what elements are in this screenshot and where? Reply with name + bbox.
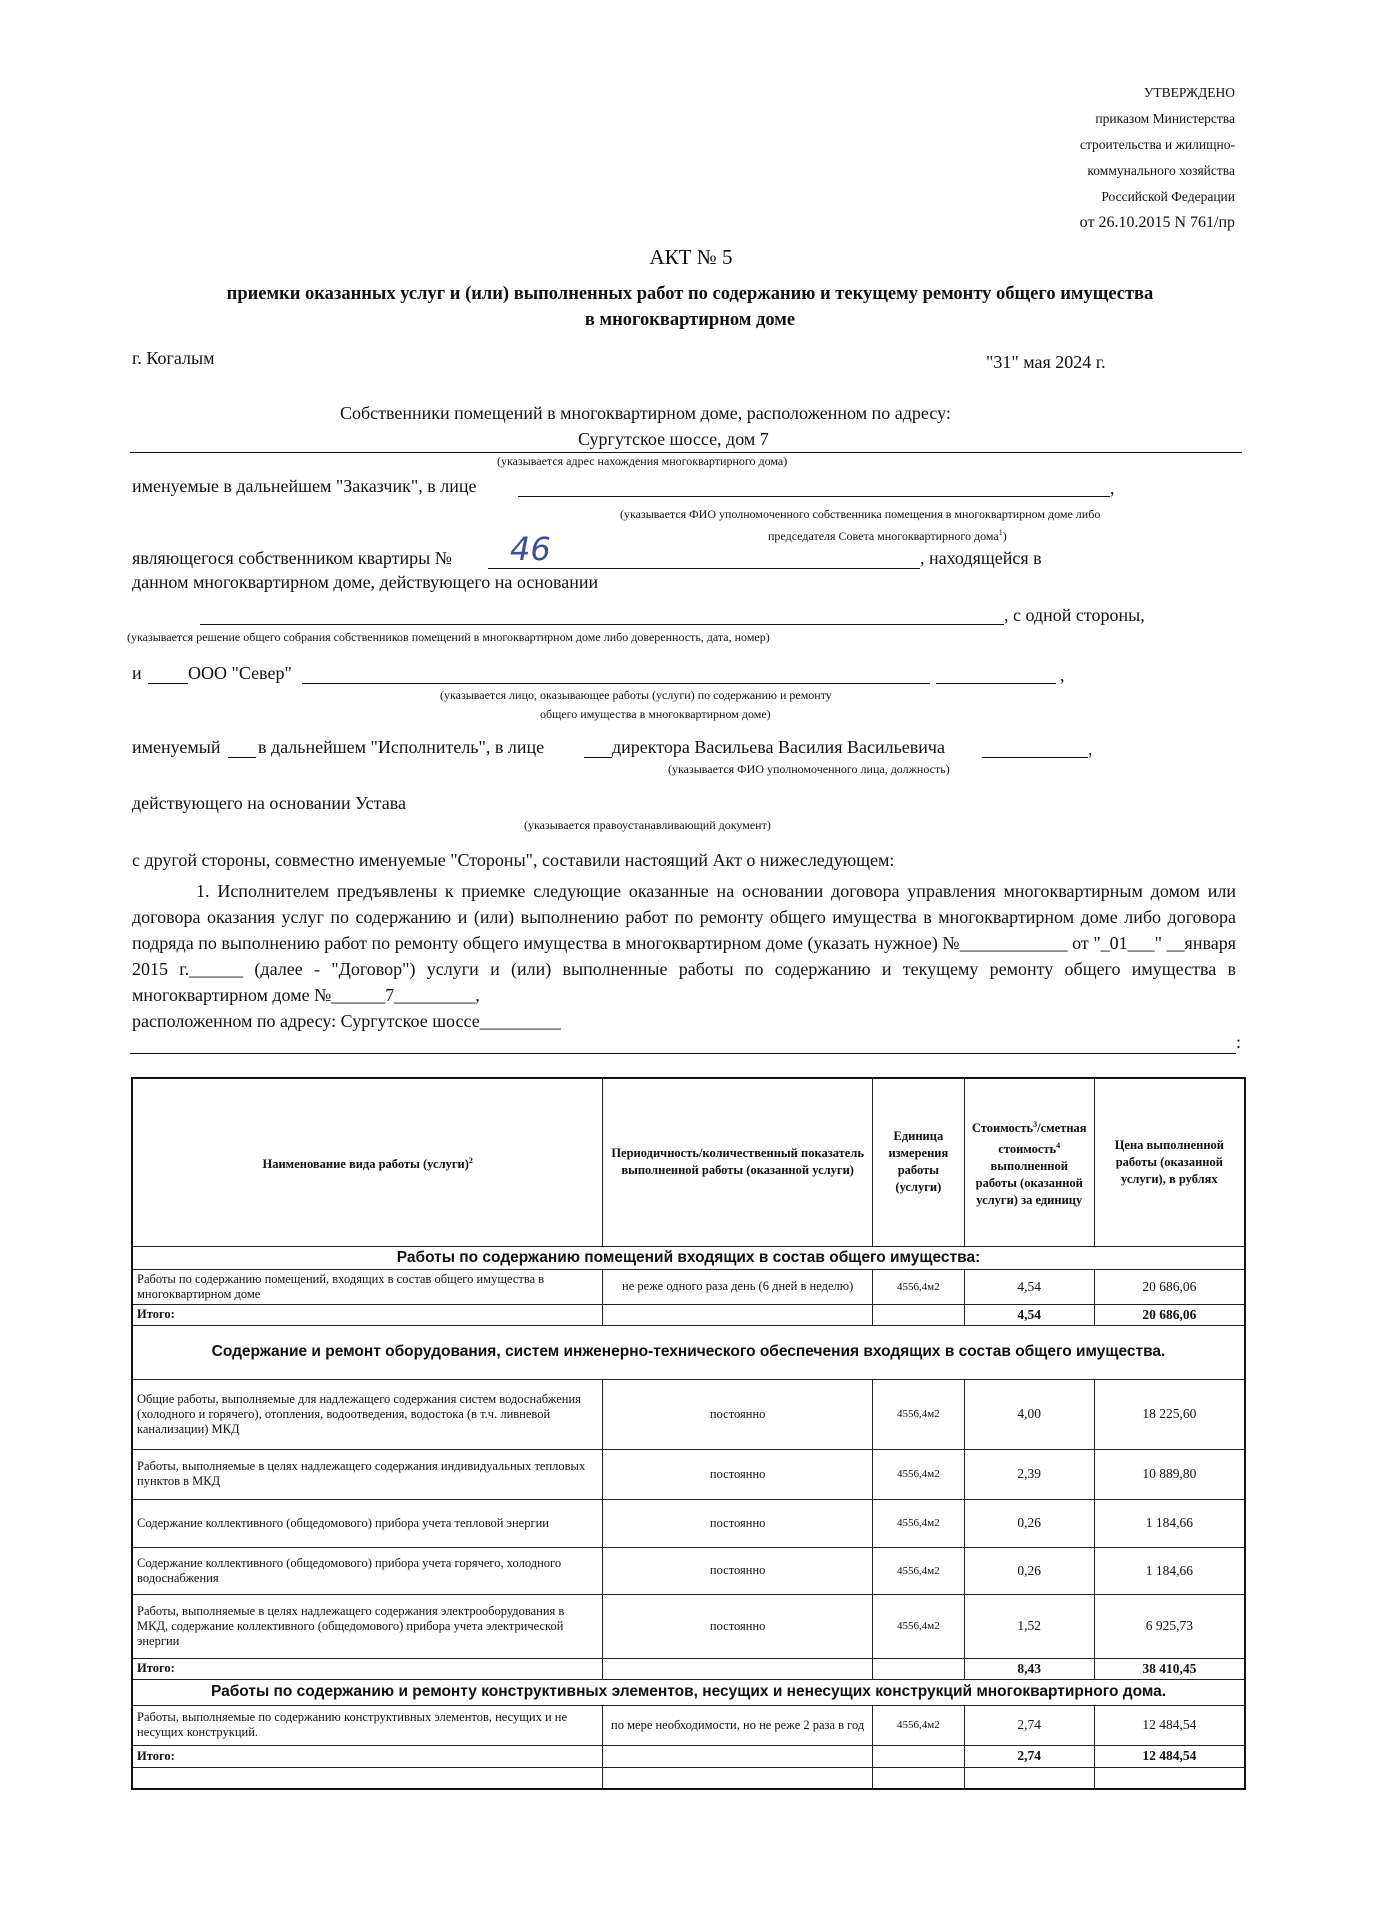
table-row: Содержание коллективного (общедомового) прибора учета горячего, холодного водоснабжения постоянно 4556,4м2 0,26 1 184,66 bbox=[132, 1547, 1245, 1594]
customer-note: председателя Совета многоквартирного дома$^1$) bbox=[768, 528, 1007, 543]
basis-underline bbox=[200, 624, 1004, 625]
approval-stamp bbox=[1080, 80, 1235, 236]
approval-line: коммунального хозяйства bbox=[1087, 163, 1235, 178]
header-unit-cost: Стоимость$^3$/сметная стоимость$^4$ выполненной работы (оказанной услуги) за единицу bbox=[964, 1078, 1094, 1246]
approval-title: УТВЕРЖДЕНО bbox=[1143, 85, 1235, 100]
address-note: (указывается адрес нахождения многоквартирного дома) bbox=[497, 454, 788, 468]
section-header: Работы по содержанию и ремонту конструктивных элементов, несущих и ненесущих конструкций многоквартирного дома. bbox=[132, 1679, 1245, 1705]
total-row: Итого: 8,43 38 410,45 bbox=[132, 1658, 1245, 1679]
contractor-underline bbox=[302, 683, 930, 684]
apartment-prefix: являющегося собственником квартиры № bbox=[132, 548, 452, 568]
owners-line: Собственники помещений в многоквартирном доме, расположенном по адресу: bbox=[340, 403, 951, 423]
acting-basis: действующего на основании Устава bbox=[132, 793, 406, 813]
parties-line: с другой стороны, совместно именуемые "Стороны", составили настоящий Акт о нижеследующем: bbox=[132, 850, 895, 870]
executor-prefix: именуемый bbox=[132, 737, 221, 757]
header-periodicity: Периодичность/количественный показатель выполненной работы (оказанной услуги) bbox=[603, 1078, 872, 1246]
approval-line: строительства и жилищно- bbox=[1080, 137, 1235, 152]
table-row: Работы, выполняемые по содержанию конструктивных элементов, несущих и не несущих конструкций. по мере необходимости, но не реже 2 раза в год 4556,4м2 2,74 12 484,54 bbox=[132, 1705, 1245, 1745]
document-title: АКТ № 5 bbox=[649, 245, 733, 269]
subtitle-line-2: в многоквартирном доме bbox=[584, 310, 796, 330]
and-prefix: и bbox=[132, 663, 142, 683]
table-row: Работы, выполняемые в целях надлежащего содержания электрооборудования в МКД, содержание коллективного (общедомового) прибора учета электрической энергии постоянно 4556,4м2 1,52 6 925,73 bbox=[132, 1594, 1245, 1658]
acting-note: (указывается правоустанавливающий документ) bbox=[524, 818, 771, 832]
clause-underline bbox=[130, 1053, 1236, 1054]
contractor-note: (указывается лицо, оказывающее работы (услуги) по содержанию и ремонту bbox=[440, 688, 832, 702]
customer-line: именуемые в дальнейшем "Заказчик", в лице bbox=[132, 476, 477, 496]
executor-mid: в дальнейшем "Исполнитель", в лице bbox=[258, 737, 545, 757]
address-value: Сургутское шоссе, дом 7 bbox=[578, 429, 769, 449]
customer-underline bbox=[518, 496, 1110, 497]
address-underline bbox=[130, 452, 1242, 453]
total-row: Итого: 2,74 12 484,54 bbox=[132, 1745, 1245, 1767]
clause-1-address: расположенном по адресу: Сургутское шоссе_________ bbox=[132, 1011, 561, 1031]
table-header-row bbox=[132, 1078, 1245, 1246]
header-unit: Единица измерения работы (услуги) bbox=[872, 1078, 964, 1246]
clause-1-text: 1. Исполнителем предъявлены к приемке следующие оказанные на основании договора управления многоквартирным домом или договора оказания услуг по содержанию и (или) выполнению работ по ремонту общего имущества в многоквартирном доме либо договора подряда по выполнению работ по ремонту общего имущества в многоквартирном доме (указать нужное) №____________ от "_01___" __января 2015 г.______ (далее - "Договор") услуги и (или) выполненные работы по содержанию и текущему ремонту общего имущества в многоквартирном доме №______7_________, bbox=[132, 881, 1236, 1005]
colon: : bbox=[1236, 1032, 1242, 1052]
table-row: Содержание коллективного (общедомового) прибора учета тепловой энергии постоянно 4556,4м2 0,26 1 184,66 bbox=[132, 1499, 1245, 1547]
executor-note: (указывается ФИО уполномоченного лица, должность) bbox=[668, 762, 950, 776]
contractor-name: ООО "Север" bbox=[188, 663, 292, 683]
header-work-name: Наименование вида работы (услуги)$^2$ bbox=[132, 1078, 603, 1246]
basis-line: данном многоквартирном доме, действующего на основании bbox=[132, 572, 599, 592]
works-table bbox=[131, 1077, 1246, 1790]
contractor-note: общего имущества в многоквартирном доме) bbox=[540, 707, 771, 721]
section-header: Содержание и ремонт оборудования, систем инженерно-технического обеспечения входящих в состав общего имущества. bbox=[132, 1325, 1245, 1379]
apartment-number-handwritten: 46 bbox=[510, 530, 551, 568]
apartment-suffix: , находящейся в bbox=[920, 548, 1042, 568]
act-date: "31" мая 2024 г. bbox=[986, 352, 1106, 372]
table-row: Работы, выполняемые в целях надлежащего содержания индивидуальных тепловых пунктов в МКД постоянно 4556,4м2 2,39 10 889,80 bbox=[132, 1449, 1245, 1499]
empty-row bbox=[132, 1767, 1245, 1789]
approval-line: Российской Федерации bbox=[1101, 189, 1235, 204]
header-price: Цена выполненной работы (оказанной услуги), в рублях bbox=[1094, 1078, 1245, 1246]
basis-note: (указывается решение общего собрания собственников помещений в многоквартирном доме либо доверенность, дата, номер) bbox=[127, 630, 770, 644]
table-row: Работы по содержанию помещений, входящих в состав общего имущества в многоквартирном доме не реже одного раза день (6 дней в неделю) 4556,4м2 4,54 20 686,06 bbox=[132, 1269, 1245, 1304]
table-row: Общие работы, выполняемые для надлежащего содержания систем водоснабжения (холодного и горячего), отопления, водоотведения, водостока (в т.ч. ливневой канализации) МКД постоянно 4556,4м2 4,00 18 225,60 bbox=[132, 1379, 1245, 1449]
document-subtitle bbox=[120, 281, 1260, 333]
one-side: , с одной стороны, bbox=[1004, 605, 1145, 625]
approval-order: от 26.10.2015 N 761/пр bbox=[1079, 214, 1235, 231]
city: г. Когалым bbox=[132, 348, 215, 368]
clause-1 bbox=[132, 878, 1236, 1034]
approval-line: приказом Министерства bbox=[1095, 111, 1235, 126]
executor-person: директора Васильева Василия Васильевича bbox=[612, 737, 945, 757]
section-header: Работы по содержанию помещений входящих в состав общего имущества: bbox=[132, 1246, 1245, 1269]
apartment-underline bbox=[488, 568, 920, 569]
customer-note: (указывается ФИО уполномоченного собственника помещения в многоквартирном доме либо bbox=[620, 507, 1101, 521]
total-row: Итого: 4,54 20 686,06 bbox=[132, 1304, 1245, 1325]
subtitle-line-1: приемки оказанных услуг и (или) выполненных работ по содержанию и текущему ремонту общего имущества bbox=[226, 284, 1154, 304]
